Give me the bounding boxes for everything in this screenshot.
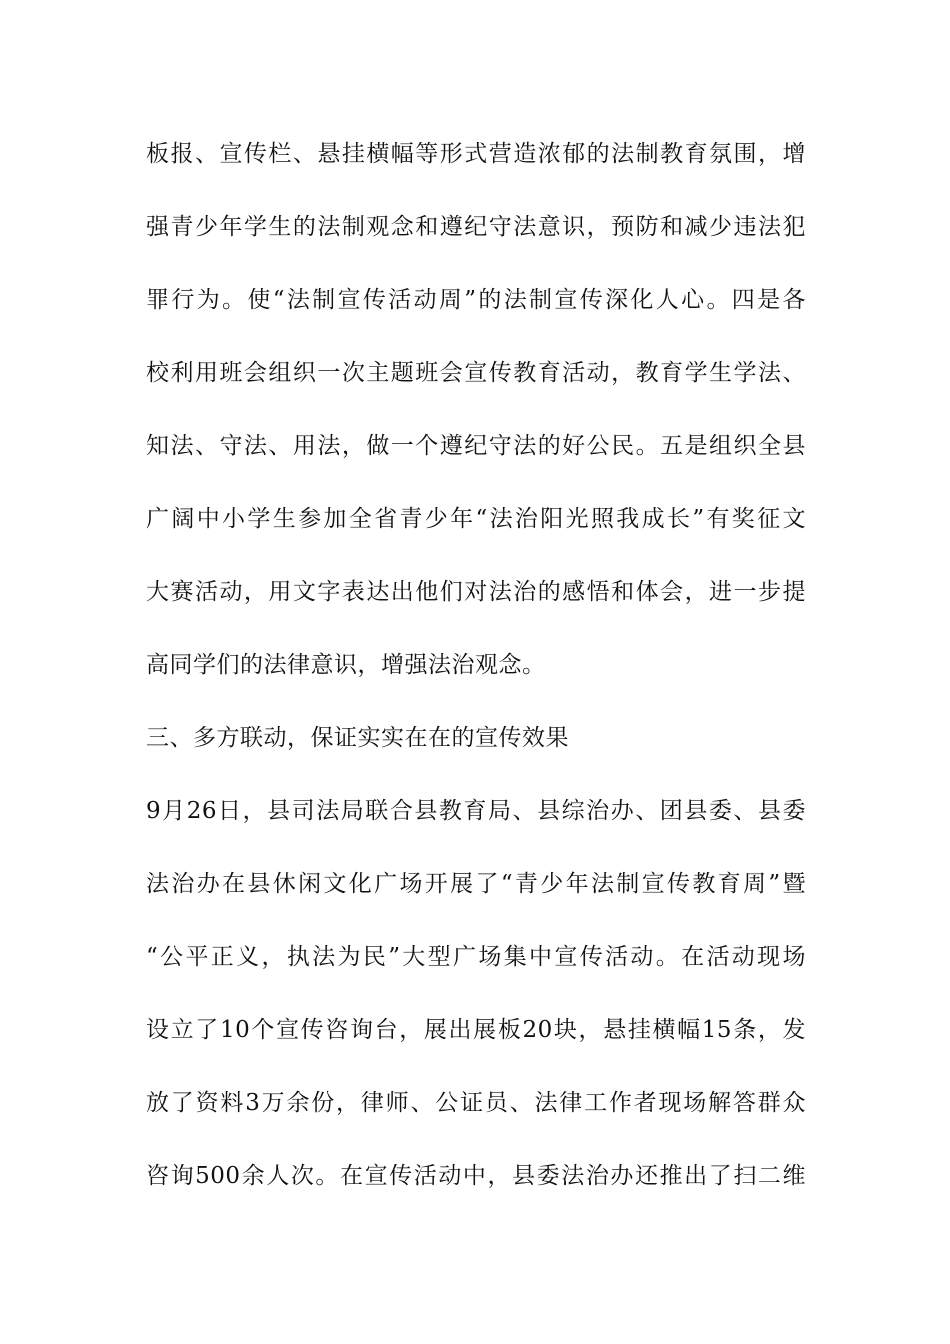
paragraph-line-6: 广阔中小学生参加全省青少年“法治阳光照我成长”有奖征文 — [146, 506, 806, 532]
section-heading: 三、多方联动，保证实实在在的宣传效果 — [146, 725, 569, 751]
paragraph-line-11: 法治办在县休闲文化广场开展了“青少年法制宣传教育周”暨 — [146, 871, 806, 897]
paragraph-line-15: 咨询500余人次。在宣传活动中，县委法治办还推出了扫二维 — [146, 1163, 806, 1189]
paragraph-line-3: 罪行为。使“法制宣传活动周”的法制宣传深化人心。四是各 — [146, 287, 806, 313]
paragraph-line-8: 高同学们的法律意识，增强法治观念。 — [146, 652, 546, 678]
paragraph-line-1: 板报、宣传栏、悬挂横幅等形式营造浓郁的法制教育氛围，增 — [146, 141, 806, 167]
paragraph-line-13: 设立了10个宣传咨询台，展出展板20块，悬挂横幅15条，发 — [146, 1017, 806, 1043]
paragraph-line-10: 9月26日，县司法局联合县教育局、县综治办、团县委、县委 — [146, 798, 806, 824]
paragraph-line-5: 知法、守法、用法，做一个遵纪守法的好公民。五是组织全县 — [146, 433, 806, 459]
paragraph-line-7: 大赛活动，用文字表达出他们对法治的感悟和体会，进一步提 — [146, 579, 806, 605]
paragraph-line-2: 强青少年学生的法制观念和遵纪守法意识，预防和减少违法犯 — [146, 214, 806, 240]
paragraph-line-4: 校利用班会组织一次主题班会宣传教育活动，教育学生学法、 — [146, 360, 806, 386]
paragraph-line-14: 放了资料3万余份，律师、公证员、法律工作者现场解答群众 — [146, 1090, 806, 1116]
paragraph-line-12: “公平正义，执法为民”大型广场集中宣传活动。在活动现场 — [146, 944, 806, 970]
